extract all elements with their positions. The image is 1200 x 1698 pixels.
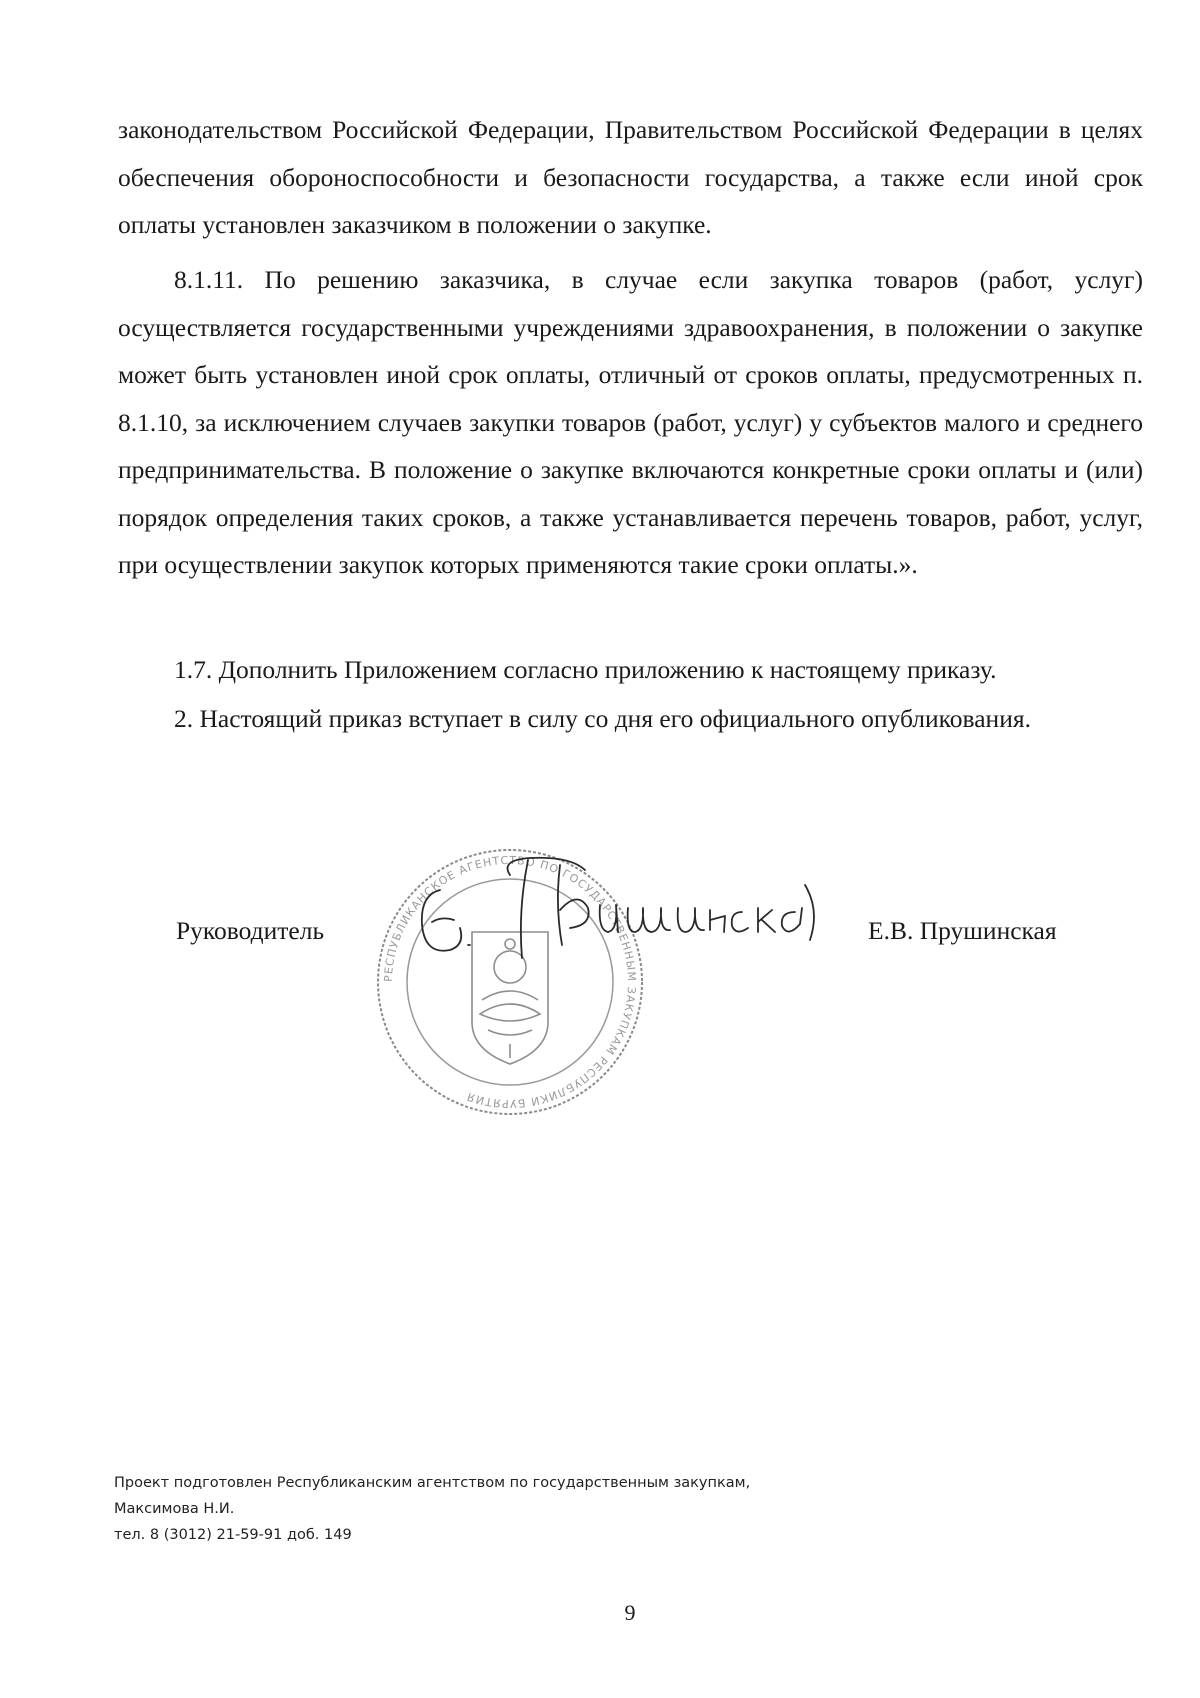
- paragraph-2: 2. Настоящий приказ вступает в силу со дня его официального опубликования.: [174, 704, 1031, 733]
- signer-name: Е.В. Прушинская: [868, 916, 1057, 945]
- paragraph-8-1-11: 8.1.11. По решению заказчика, в случае если закупка товаров (работ, услуг) осуществляется государственными учреждениями здравоохранения, в положении о закупке может быть установлен иной срок оплаты, отличный от сроков оплаты, предусмотренных п. 8.1.10, за исключением случаев закупки товаров (работ, услуг) у субъектов малого и среднего предпринимательства. В положение о закупке включаются конкретные сроки оплаты и (или) порядок определения таких сроков, а также устанавливается перечень товаров, работ, услуг, при осуществлении закупок которых применяются такие сроки оплаты.».: [118, 265, 1143, 579]
- page-number: 9: [624, 1600, 636, 1625]
- footer-note: [114, 1470, 750, 1548]
- stamp-text: РЕСПУБЛИКАНСКОЕ АГЕНТСТВО ПО ГОСУДАРСТВЕННЫМ ЗАКУПКАМ РЕСПУБЛИКИ БУРЯТИЯ: [381, 853, 639, 1111]
- footer-prepared-by: Проект подготовлен Республиканским агентством по государственным закупкам,: [114, 1475, 751, 1491]
- footer-phone: тел. 8 (3012) 21-59-91 доб. 149: [114, 1527, 352, 1543]
- paragraph-continuation: законодательством Российской Федерации, Правительством Российской Федерации в целях обеспечения обороноспособности и безопасности государства, а также если иной срок оплаты установлен заказчиком в положении о закупке.: [118, 115, 1143, 239]
- footer-author: Максимова Н.И.: [114, 1501, 235, 1517]
- paragraph-1-7: 1.7. Дополнить Приложением согласно приложению к настоящему приказу.: [174, 655, 997, 684]
- handwritten-signature-icon: [410, 850, 830, 970]
- signer-position: Руководитель: [176, 916, 325, 945]
